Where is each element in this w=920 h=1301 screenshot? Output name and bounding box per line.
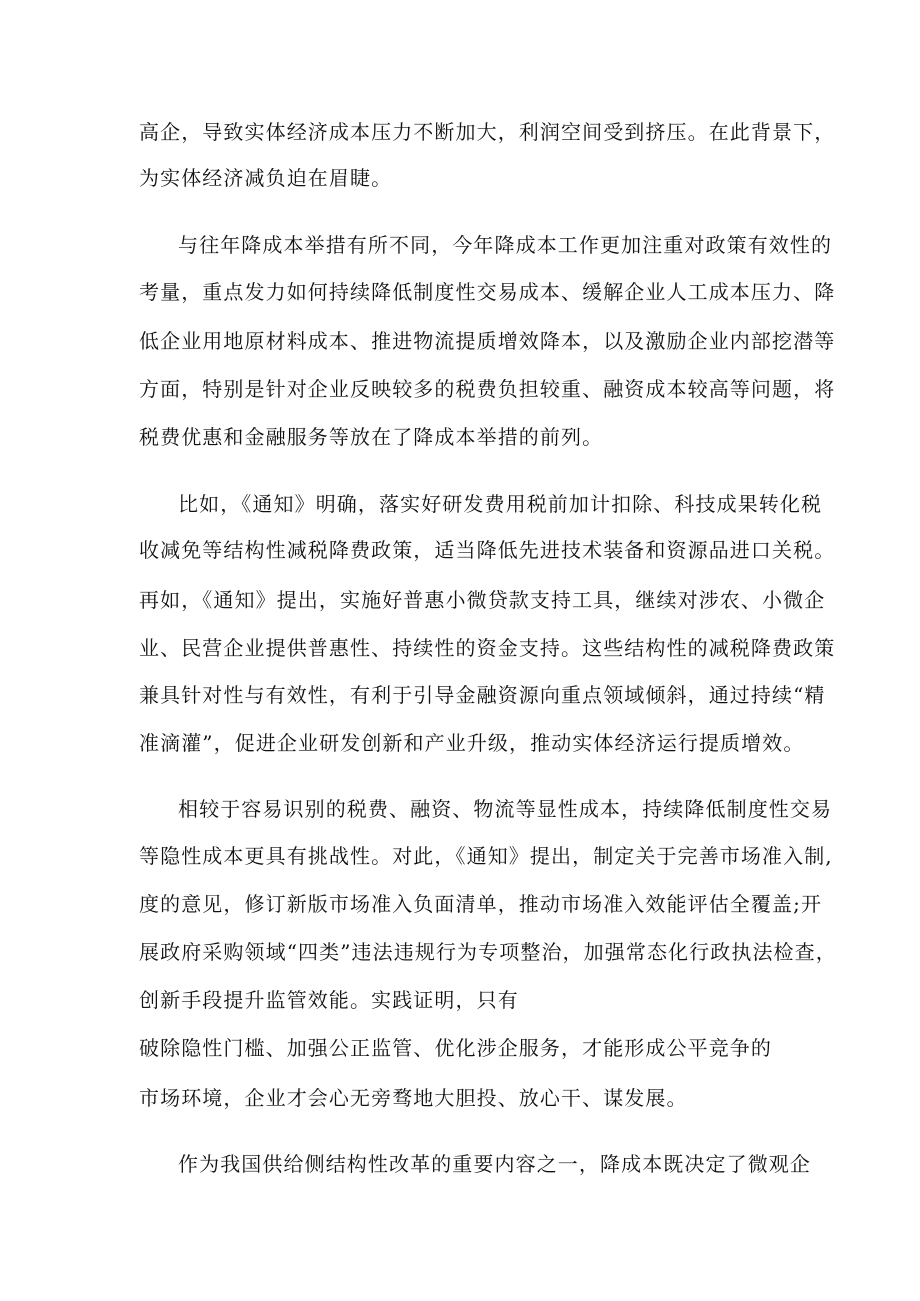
paragraph-2-line-4: 方面，特别是针对企业反映较多的税费负担较重、融资成本较高等问题，将: [139, 377, 836, 401]
paragraph-4-line-5: 创新手段提升监管效能。实践证明，只有: [139, 988, 519, 1012]
paragraph-5-line-1: 作为我国供给侧结构性改革的重要内容之一，降成本既决定了微观企: [178, 1152, 811, 1176]
paragraph-4-line-6: 破除隐性门槛、加强公正监管、优化涉企服务，才能形成公平竞争的: [139, 1036, 772, 1060]
paragraph-1-line-2: 为实体经济减负迫在眉睫。: [139, 166, 393, 190]
paragraph-3-line-3: 再如，《通知》提出，实施好普惠小微贷款支持工具，继续对涉农、小微企: [139, 588, 826, 612]
paragraph-3-line-6: 准滴灌”，促进企业研发创新和产业升级，推动实体经济运行提质增效。: [139, 731, 805, 755]
paragraph-4-line-2: 等隐性成本更具有挑战性。对此，《通知》提出，制定关于完善市场准入制,: [139, 844, 833, 868]
paragraph-4-line-4: 展政府采购领域“四类”违法违规行为专项整治，加强常态化行政执法检查，: [139, 940, 837, 964]
paragraph-3-line-4: 业、民营企业提供普惠性、持续性的资金支持。这些结构性的减税降费政策: [139, 636, 836, 660]
paragraph-2-line-5: 税费优惠和金融服务等放在了降成本举措的前列。: [139, 425, 604, 449]
paragraph-4-line-7: 市场环境，企业才会心无旁骛地大胆投、放心干、谋发展。: [139, 1086, 688, 1110]
paragraph-3-line-1: 比如，《通知》明确，落实好研发费用税前加计扣除、科技成果转化税: [178, 492, 823, 516]
paragraph-4-line-1: 相较于容易识别的税费、融资、物流等显性成本，持续降低制度性交易: [178, 797, 833, 821]
paragraph-2-line-1: 与往年降成本举措有所不同，今年降成本工作更加注重对政策有效性的: [178, 233, 833, 257]
paragraph-1-line-1: 高企，导致实体经济成本压力不断加大，利润空间受到挤压。在此背景下，: [139, 120, 836, 144]
paragraph-2-line-2: 考量，重点发力如何持续降低制度性交易成本、缓解企业人工成本压力、降: [139, 280, 836, 304]
paragraph-2-line-3: 低企业用地原材料成本、推进物流提质增效降本，以及激励企业内部挖潜等: [139, 329, 836, 353]
paragraph-4-line-3: 度的意见，修订新版市场准入负面清单，推动市场准入效能评估全覆盖;开: [139, 892, 823, 916]
paragraph-3-line-5: 兼具针对性与有效性，有利于引导金融资源向重点领域倾斜，通过持续“精: [139, 683, 826, 707]
paragraph-3-line-2: 收减免等结构性减税降费政策，适当降低先进技术装备和资源品进口关税。: [139, 538, 836, 562]
